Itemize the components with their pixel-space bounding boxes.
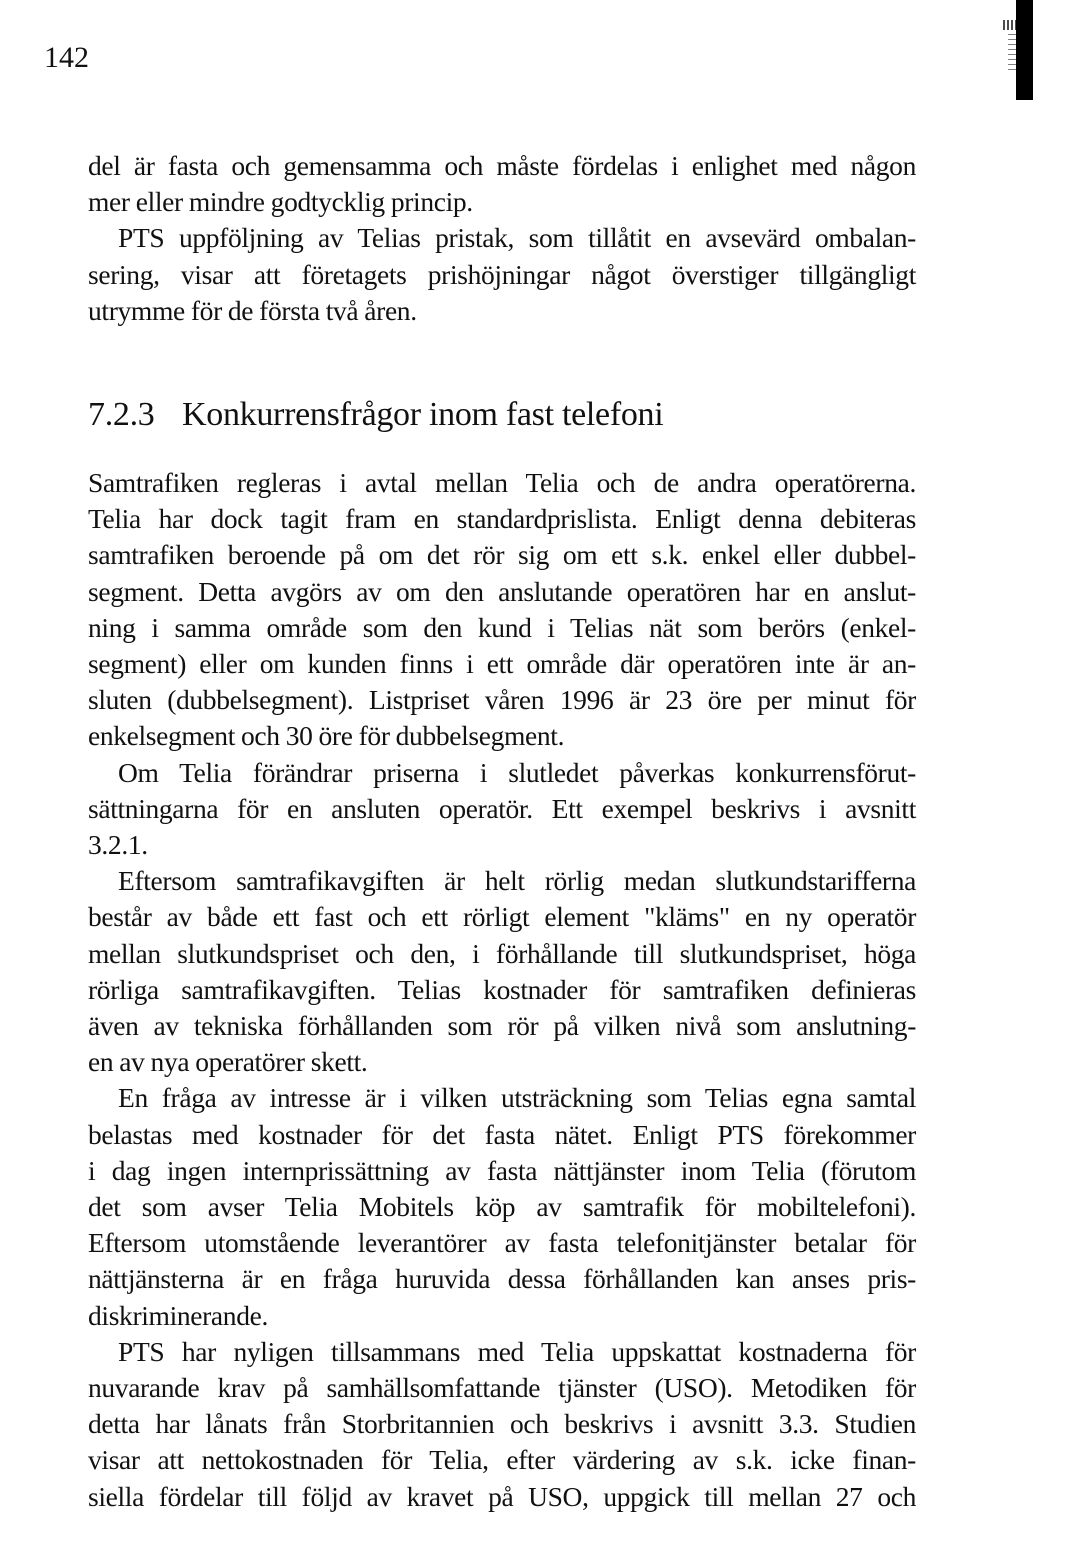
text-line: nättjänsterna är en fråga huruvida dessa förhållanden kan anses pris- <box>88 1263 916 1295</box>
text-line: PTS uppföljning av Telias pristak, som tillåtit en avsevärd ombalan- <box>118 222 916 254</box>
scan-edge-mark <box>1016 0 1033 100</box>
text-line: PTS har nyligen tillsammans med Telia uppskattat kostnaderna för <box>118 1335 916 1367</box>
text-line: 3.2.1. <box>88 829 148 861</box>
section-title: Konkurrensfrågor inom fast telefoni <box>182 396 664 433</box>
text-line: sättningarna för en ansluten operatör. Ett exempel beskrivs i avsnitt <box>88 792 916 824</box>
text-line: även av tekniska förhållanden som rör på vilken nivå som anslutning- <box>88 1010 916 1042</box>
text-line: Samtrafiken regleras i avtal mellan Telia och de andra operatörerna. <box>88 467 916 498</box>
text-line: diskriminerande. <box>88 1299 268 1331</box>
text-line: Telia har dock tagit fram en standardprislista. Enligt denna debiteras <box>88 503 916 535</box>
text-line: Eftersom samtrafikavgiften är helt rörlig medan slutkundstarifferna <box>118 865 916 897</box>
text-line: sluten (dubbelsegment). Listpriset våren 1996 är 23 öre per minut för <box>88 684 916 716</box>
text-line: visar att nettokostnaden för Telia, efter värdering av s.k. icke finan- <box>88 1444 916 1476</box>
text-line: segment. Detta avgörs av om den anslutande operatören har en anslut- <box>88 575 916 607</box>
text-line: i dag ingen internprissättning av fasta nättjänster inom Telia (förutom <box>88 1154 916 1186</box>
text-line: Om Telia förändrar priserna i slutledet påverkas konkurrensförut- <box>118 756 916 788</box>
intro-text <box>88 148 916 329</box>
text-line: en av nya operatörer skett. <box>88 1046 368 1078</box>
text-line: En fråga av intresse är i vilken utsträckning som Telias egna samtal <box>118 1082 916 1114</box>
text-line: utrymme för de första två åren. <box>88 294 417 326</box>
section-heading <box>88 395 663 435</box>
section-number: 7.2.3 <box>88 396 155 433</box>
text-line: rörliga samtrafikavgiften. Telias kostnader för samtrafiken definieras <box>88 973 916 1005</box>
text-line: samtrafiken beroende på om det rör sig om ett s.k. enkel eller dubbel- <box>88 539 916 571</box>
text-line: det som avser Telia Mobitels köp av samtrafik för mobiltelefoni). <box>88 1191 916 1223</box>
text-line: del är fasta och gemensamma och måste fördelas i enlighet med någon <box>88 150 916 181</box>
paragraph <box>88 220 916 329</box>
text-line: belastas med kostnader för det fasta nätet. Enligt PTS förekommer <box>88 1118 916 1150</box>
text-line: mer eller mindre godtycklig princip. <box>88 186 473 218</box>
paragraph <box>88 465 916 755</box>
page-number: 142 <box>44 41 89 74</box>
paragraph <box>88 148 916 220</box>
text-line: siella fördelar till följd av kravet på USO, uppgick till mellan 27 och <box>88 1480 916 1512</box>
paragraph <box>88 1334 916 1515</box>
text-line: består av både ett fast och ett rörligt element "kläms" en ny operatör <box>88 901 916 933</box>
paragraph <box>88 755 916 864</box>
text-line: nuvarande krav på samhällsomfattande tjänster (USO). Metodiken för <box>88 1372 916 1404</box>
text-line: Eftersom utomstående leverantörer av fasta telefonitjänster betalar för <box>88 1227 916 1259</box>
text-line: detta har lånats från Storbritannien och beskrivs i avsnitt 3.3. Studien <box>88 1408 916 1440</box>
text-line: mellan slutkundspriset och den, i förhållande till slutkundspriset, höga <box>88 937 916 969</box>
text-line: ning i samma område som den kund i Telias nät som berörs (enkel- <box>88 611 916 643</box>
text-line: segment) eller om kunden finns i ett område där operatören inte är an- <box>88 648 916 680</box>
text-line: enkelsegment och 30 öre för dubbelsegment. <box>88 720 565 752</box>
section-body <box>88 465 916 1515</box>
paragraph <box>88 1080 916 1333</box>
paragraph <box>88 863 916 1080</box>
text-line: sering, visar att företagets prishöjningar något överstiger tillgängligt <box>88 258 916 290</box>
